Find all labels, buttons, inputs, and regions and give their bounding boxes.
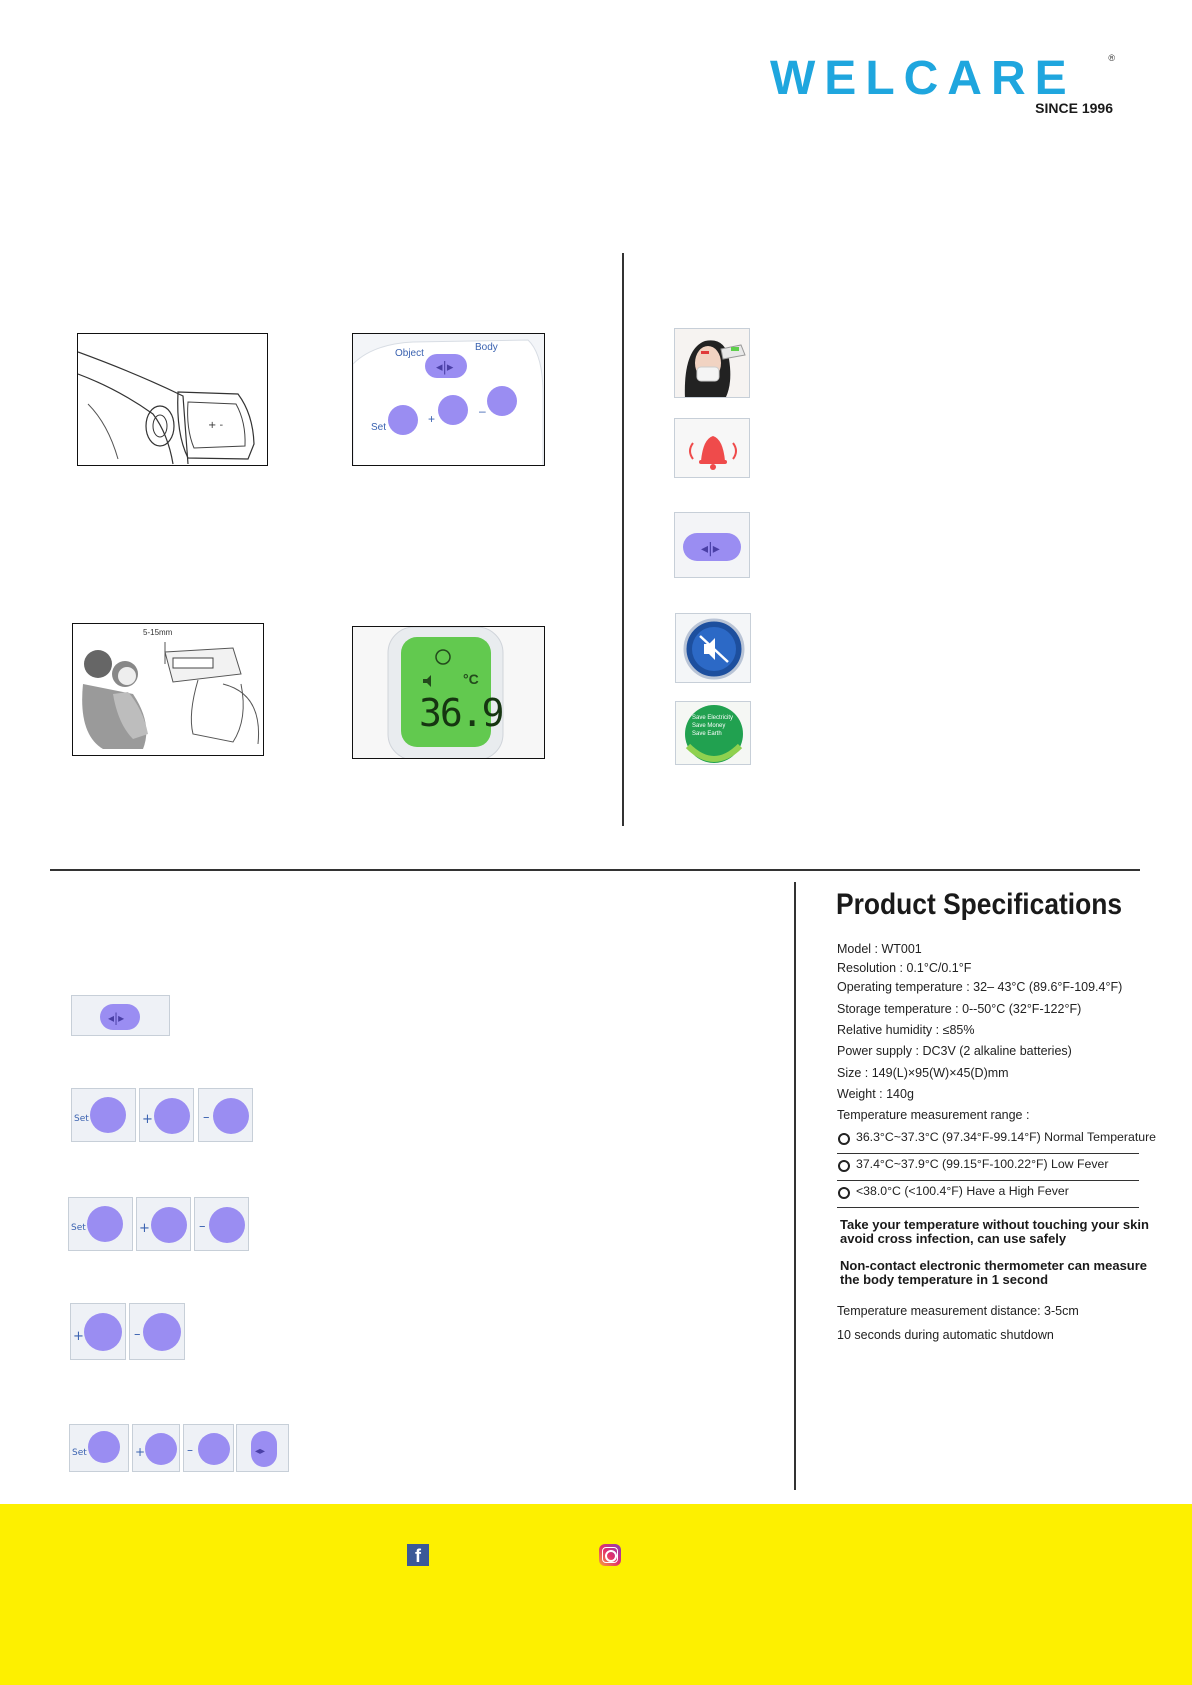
- minus-thumb: [129, 1303, 185, 1360]
- svg-text:Set: Set: [71, 1223, 86, 1233]
- spec-range-heading: Temperature measurement range :: [837, 1108, 1030, 1122]
- svg-text:+: +: [142, 1112, 153, 1127]
- note-one-second: Non-contact electronic thermometer can measure the body temperature in 1 second: [840, 1258, 1148, 1287]
- svg-text:◂▸: ◂▸: [255, 1446, 266, 1457]
- forehead-scan-photo: [674, 328, 750, 398]
- footer-band: [0, 1504, 1192, 1685]
- set-thumb: [69, 1424, 129, 1472]
- child-measurement-image: [72, 623, 264, 756]
- eco-line-2: Save Money: [692, 723, 726, 729]
- body-button-label: Body: [475, 342, 498, 353]
- svg-text:+: +: [139, 1221, 150, 1236]
- minus-thumb: [194, 1197, 249, 1251]
- eco-line-1: Save Electricity: [692, 715, 734, 721]
- bullet-circle-icon: [838, 1160, 850, 1172]
- distance-label: 5-15mm: [143, 628, 173, 637]
- plus-thumb: [136, 1197, 191, 1251]
- spec-size: Size : 149(L)×95(W)×45(D)mm: [837, 1066, 1009, 1080]
- range-low-fever-text: 37.4°C~37.9°C (99.15°F-100.22°F) Low Fever: [856, 1157, 1109, 1171]
- eco-line-3: Save Earth: [692, 731, 722, 737]
- plus-thumb: [132, 1424, 180, 1472]
- range-normal: [837, 1128, 1157, 1154]
- spec-weight: Weight : 140g: [837, 1087, 914, 1101]
- svg-text:–: –: [187, 1443, 193, 1457]
- spec-storage-temperature: Storage temperature : 0--50°C (32°F-122°F): [837, 1002, 1082, 1016]
- facebook-icon[interactable]: f: [407, 1544, 429, 1566]
- spec-distance: Temperature measurement distance: 3-5cm: [837, 1304, 1079, 1318]
- plus-thumb: [70, 1303, 126, 1360]
- mode-switch-icon: [674, 512, 750, 578]
- range-low-fever: [837, 1155, 1139, 1181]
- set-thumb: [71, 1088, 136, 1142]
- svg-text:+ -: + -: [208, 420, 224, 431]
- switch-thumb: [236, 1424, 289, 1472]
- svg-text:–: –: [134, 1327, 141, 1342]
- spec-operating-temperature: Operating temperature : 32– 43°C (89.6°F-109.4°F): [837, 980, 1123, 994]
- brand-logo: [770, 52, 1115, 125]
- spec-shutdown: 10 seconds during automatic shutdown: [837, 1328, 1054, 1342]
- object-button-label: Object: [395, 348, 424, 359]
- range-normal-text: 36.3°C~37.3°C (97.34°F-99.14°F) Normal Temperature: [856, 1130, 1157, 1144]
- spec-model: Model : WT001: [837, 942, 922, 956]
- spec-power-supply: Power supply : DC3V (2 alkaline batteries): [837, 1044, 1072, 1058]
- instagram-lens: [605, 1550, 617, 1562]
- note-no-contact: Take your temperature without touching your skin avoid cross infection, can use safely: [840, 1217, 1149, 1246]
- mute-icon: [675, 613, 751, 683]
- spec-title: Product Specifications: [836, 888, 1123, 921]
- brand-tagline: SINCE 1996: [1035, 100, 1113, 116]
- svg-text:–: –: [203, 1110, 210, 1125]
- plus-button-label: +: [428, 412, 436, 426]
- svg-text:Set: Set: [74, 1114, 89, 1124]
- svg-text:◂|▸: ◂|▸: [108, 1011, 125, 1025]
- display-unit: °C: [463, 671, 479, 687]
- minus-thumb: [198, 1088, 253, 1142]
- alarm-bell-icon: [674, 418, 750, 478]
- bullet-circle-icon: [838, 1133, 850, 1145]
- bullet-circle-icon: [838, 1187, 850, 1199]
- display-reading: 36.9: [419, 691, 503, 735]
- svg-text:◂|▸: ◂|▸: [436, 360, 454, 375]
- horizontal-divider: [50, 869, 1140, 871]
- registered-mark: ®: [1108, 53, 1115, 63]
- spec-humidity: Relative humidity : ≤85%: [837, 1023, 975, 1037]
- switch-thumb: [71, 995, 170, 1036]
- svg-text:+: +: [135, 1445, 146, 1459]
- eco-text: [692, 714, 733, 738]
- svg-text:◂|▸: ◂|▸: [701, 541, 720, 557]
- svg-text:+: +: [73, 1329, 84, 1344]
- minus-thumb: [183, 1424, 234, 1472]
- set-button-label: Set: [371, 422, 387, 433]
- brand-name: WELCARE: [770, 52, 1076, 105]
- range-high-fever: [837, 1182, 1139, 1208]
- eco-save-icon: [675, 701, 751, 765]
- instagram-icon[interactable]: [599, 1544, 621, 1566]
- vertical-divider-bottom: [794, 882, 796, 1490]
- svg-text:–: –: [199, 1219, 206, 1234]
- set-thumb: [68, 1197, 133, 1251]
- spec-resolution: Resolution : 0.1°C/0.1°F: [837, 961, 972, 975]
- mode-buttons-image: [352, 333, 545, 466]
- vertical-divider-top: [622, 253, 624, 826]
- range-high-fever-text: <38.0°C (<100.4°F) Have a High Fever: [856, 1184, 1069, 1198]
- battery-compartment-image: [77, 333, 268, 466]
- lcd-display-image: [352, 626, 545, 759]
- plus-thumb: [139, 1088, 194, 1142]
- minus-button-label: –: [479, 404, 486, 418]
- svg-text:Set: Set: [72, 1448, 87, 1458]
